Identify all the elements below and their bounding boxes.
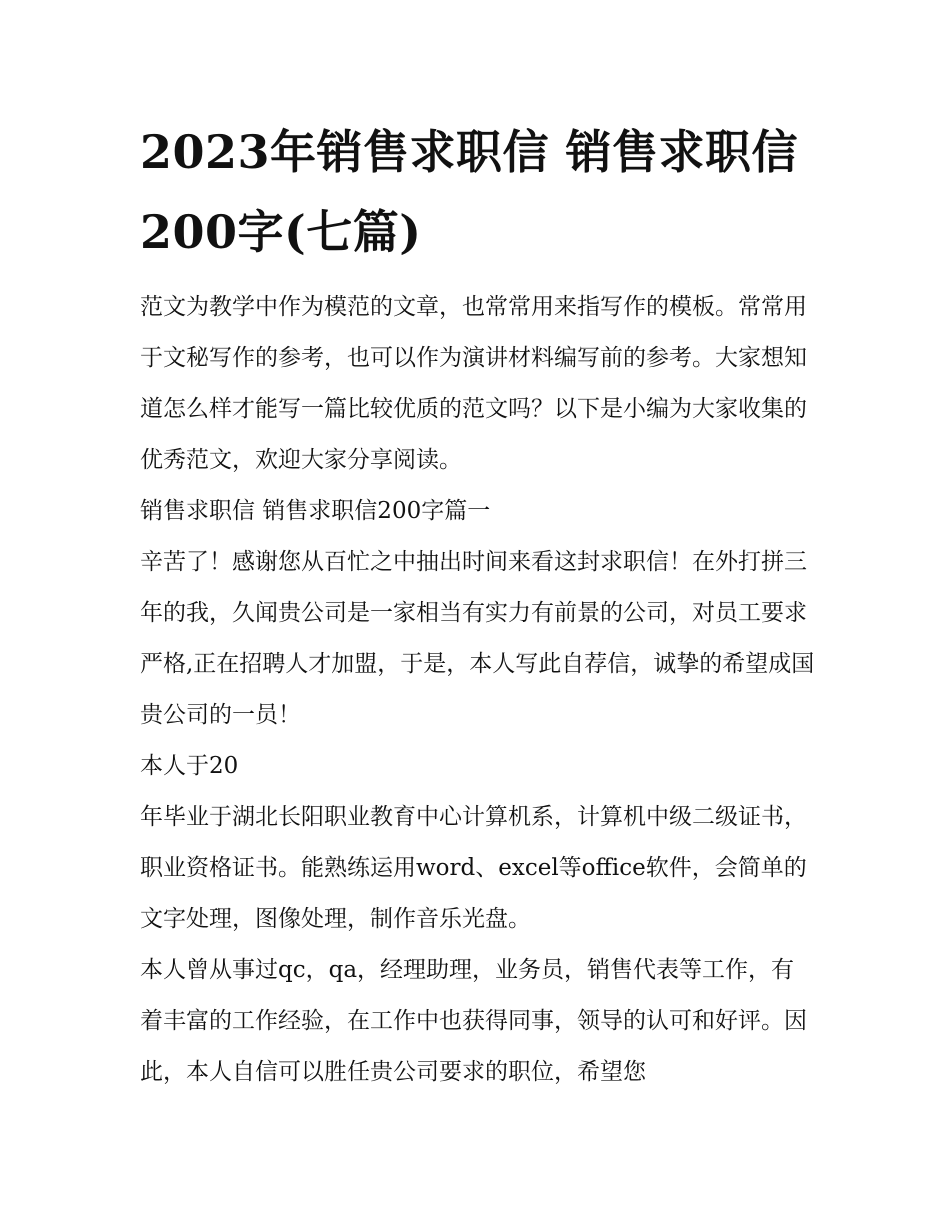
section-heading: 销售求职信 销售求职信200字篇一 — [140, 498, 491, 524]
body-paragraph: 年毕业于湖北长阳职业教育中心计算机系，计算机中级二级证书，职业资格证书。能熟练运用word、excel等office软件，会简单的文字处理，图像处理，制作音乐光盘。 — [140, 804, 807, 932]
body-paragraph: 辛苦了！感谢您从百忙之中抽出时间来看这封求职信！在外打拼三年的我，久闻贵公司是一家相当有实力有前景的公司，对员工要求严格,正在招聘人才加盟，于是，本人写此自荐信，诚挚的希望成国贵公司的一员！ — [140, 549, 815, 728]
body-paragraph: 本人曾从事过qc，qa，经理助理，业务员，销售代表等工作，有着丰富的工作经验，在工作中也获得同事，领导的认可和好评。因此，本人自信可以胜任贵公司要求的职位，希望您 — [140, 957, 807, 1085]
document-page — [140, 112, 815, 1098]
body-paragraph: 本人于20 — [140, 753, 239, 779]
intro-paragraph: 范文为教学中作为模范的文章，也常常用来指写作的模板。常常用于文秘写作的参考，也可以作为演讲材料编写前的参考。大家想知道怎么样才能写一篇比较优质的范文吗？以下是小编为大家收集的优秀范文，欢迎大家分享阅读。 — [140, 294, 807, 473]
document-title: 2023年销售求职信 销售求职信200字(七篇) — [140, 125, 799, 259]
